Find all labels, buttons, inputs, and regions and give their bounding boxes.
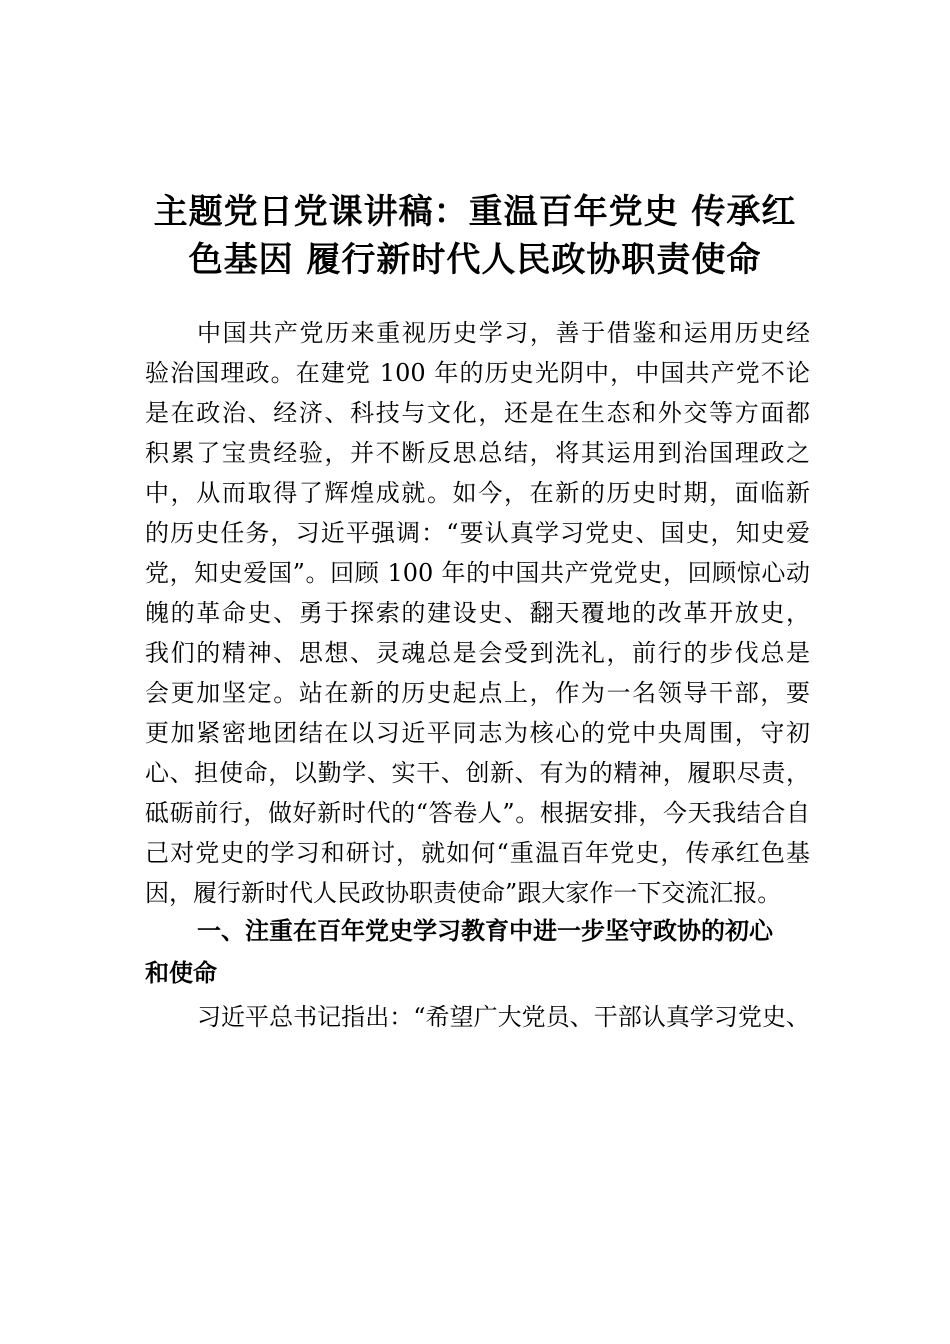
paragraph-1-line-13: 砥砺前行，做好新时代的“答卷人”。根据安排，今天我结合自 xyxy=(145,799,810,827)
paragraph-1-line-7: 党，知史爱国”。回顾 100 年的中国共产党党史，回顾惊心动 xyxy=(145,559,810,587)
document-title-line-1: 主题党日党课讲稿：重温百年党史 传承红 xyxy=(153,192,797,232)
paragraph-1-line-9: 我们的精神、思想、灵魂总是会受到洗礼，前行的步伐总是 xyxy=(145,639,810,667)
section-1-heading-line-1: 一、注重在百年党史学习教育中进一步坚守政协的初心 xyxy=(197,917,773,945)
paragraph-1-line-15: 因，履行新时代人民政协职责使命”跟大家作一下交流汇报。 xyxy=(145,879,782,907)
paragraph-1-line-8: 魄的革命史、勇于探索的建设史、翻天覆地的改革开放史， xyxy=(145,599,810,627)
paragraph-1-line-14: 己对党史的学习和研讨，就如何“重温百年党史，传承红色基 xyxy=(145,839,810,867)
paragraph-1-line-3: 是在政治、经济、科技与文化，还是在生态和外交等方面都 xyxy=(145,399,810,427)
paragraph-1-line-2: 验治国理政。在建党 100 年的历史光阴中，中国共产党不论 xyxy=(145,359,810,387)
paragraph-2-line-1: 习近平总书记指出：“希望广大党员、干部认真学习党史、 xyxy=(197,1003,810,1031)
document-title-line-2: 色基因 履行新时代人民政协职责使命 xyxy=(188,240,762,280)
section-1-heading-line-2: 和使命 xyxy=(145,959,217,987)
paragraph-1-line-10: 会更加坚定。站在新的历史起点上，作为一名领导干部，要 xyxy=(145,679,810,707)
paragraph-1-line-11: 更加紧密地团结在以习近平同志为核心的党中央周围，守初 xyxy=(145,719,810,747)
paragraph-1-line-4: 积累了宝贵经验，并不断反思总结，将其运用到治国理政之 xyxy=(145,439,810,467)
paragraph-1-line-12: 心、担使命，以勤学、实干、创新、有为的精神，履职尽责， xyxy=(145,759,810,787)
paragraph-1-line-5: 中，从而取得了辉煌成就。如今，在新的历史时期，面临新 xyxy=(145,479,810,507)
paragraph-1-line-6: 的历史任务，习近平强调：“要认真学习党史、国史，知史爱 xyxy=(145,519,810,547)
paragraph-1-line-1: 中国共产党历来重视历史学习，善于借鉴和运用历史经 xyxy=(197,319,810,347)
